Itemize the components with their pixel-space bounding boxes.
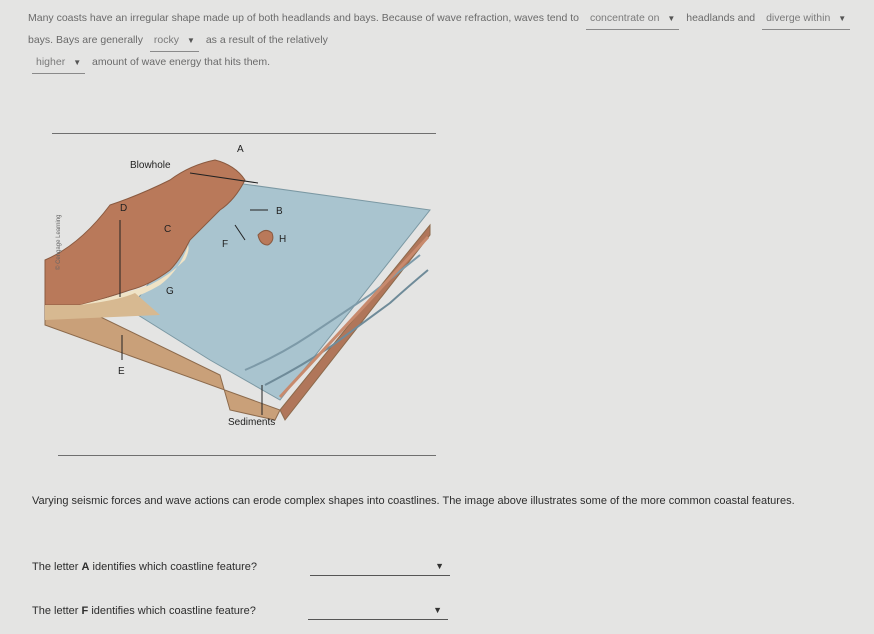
label-e: E [118, 366, 125, 377]
label-d: D [120, 203, 128, 214]
intro-paragraph [28, 8, 858, 74]
figure-credit: © Cengage Learning [56, 214, 62, 270]
dropdown-energy-amount[interactable] [32, 52, 85, 74]
label-f: F [222, 239, 229, 250]
dropdown-value: higher [36, 56, 66, 68]
label-h: H [279, 234, 287, 245]
question-a [32, 561, 257, 573]
dropdown-triangle-icon: ▼ [433, 605, 442, 615]
question-prefix: The letter [32, 605, 82, 617]
intro-text-2: headlands and [686, 12, 756, 24]
intro-text-3: bays. Bays are generally [28, 34, 143, 46]
dropdown-value: concentrate on [589, 12, 660, 24]
label-g: G [166, 286, 174, 297]
answer-dropdown-f[interactable] [308, 603, 448, 620]
dropdown-waves-bays[interactable] [762, 8, 850, 30]
answer-dropdown-a[interactable] [310, 559, 450, 576]
figure-bottom-divider [58, 455, 436, 456]
label-a: A [237, 144, 244, 155]
question-f [32, 605, 256, 617]
dropdown-bay-type[interactable] [150, 30, 199, 52]
dropdown-waves-headlands[interactable] [586, 8, 679, 30]
label-sediments: Sediments [228, 417, 276, 428]
figure-top-divider [52, 133, 436, 134]
question-suffix: identifies which coastline feature? [89, 561, 258, 573]
dropdown-triangle-icon: ▼ [187, 36, 195, 45]
dropdown-triangle-icon: ▼ [667, 14, 676, 23]
coastline-diagram [40, 135, 460, 435]
intro-text-4: as a result of the relatively [205, 34, 328, 46]
label-blowhole: Blowhole [130, 160, 171, 171]
dropdown-value: rocky [153, 34, 179, 46]
question-letter: A [81, 561, 90, 573]
label-b: B [276, 206, 283, 217]
question-prefix: The letter [32, 561, 82, 573]
dropdown-triangle-icon: ▼ [838, 14, 847, 23]
dropdown-triangle-icon: ▼ [73, 58, 82, 67]
dropdown-value: diverge within [766, 12, 831, 24]
dropdown-triangle-icon: ▼ [435, 561, 444, 571]
description-text: Varying seismic forces and wave actions can erode complex shapes into coastlines. The image above illustrates some of the more common coastal features. [32, 495, 795, 507]
question-letter: F [81, 605, 89, 617]
question-suffix: identifies which coastline feature? [88, 605, 256, 617]
label-c: C [164, 224, 172, 235]
intro-text-5: amount of wave energy that hits them. [92, 56, 271, 68]
intro-text-1: Many coasts have an irregular shape made up of both headlands and bays. Because of wave refraction, waves tend to [28, 12, 580, 24]
